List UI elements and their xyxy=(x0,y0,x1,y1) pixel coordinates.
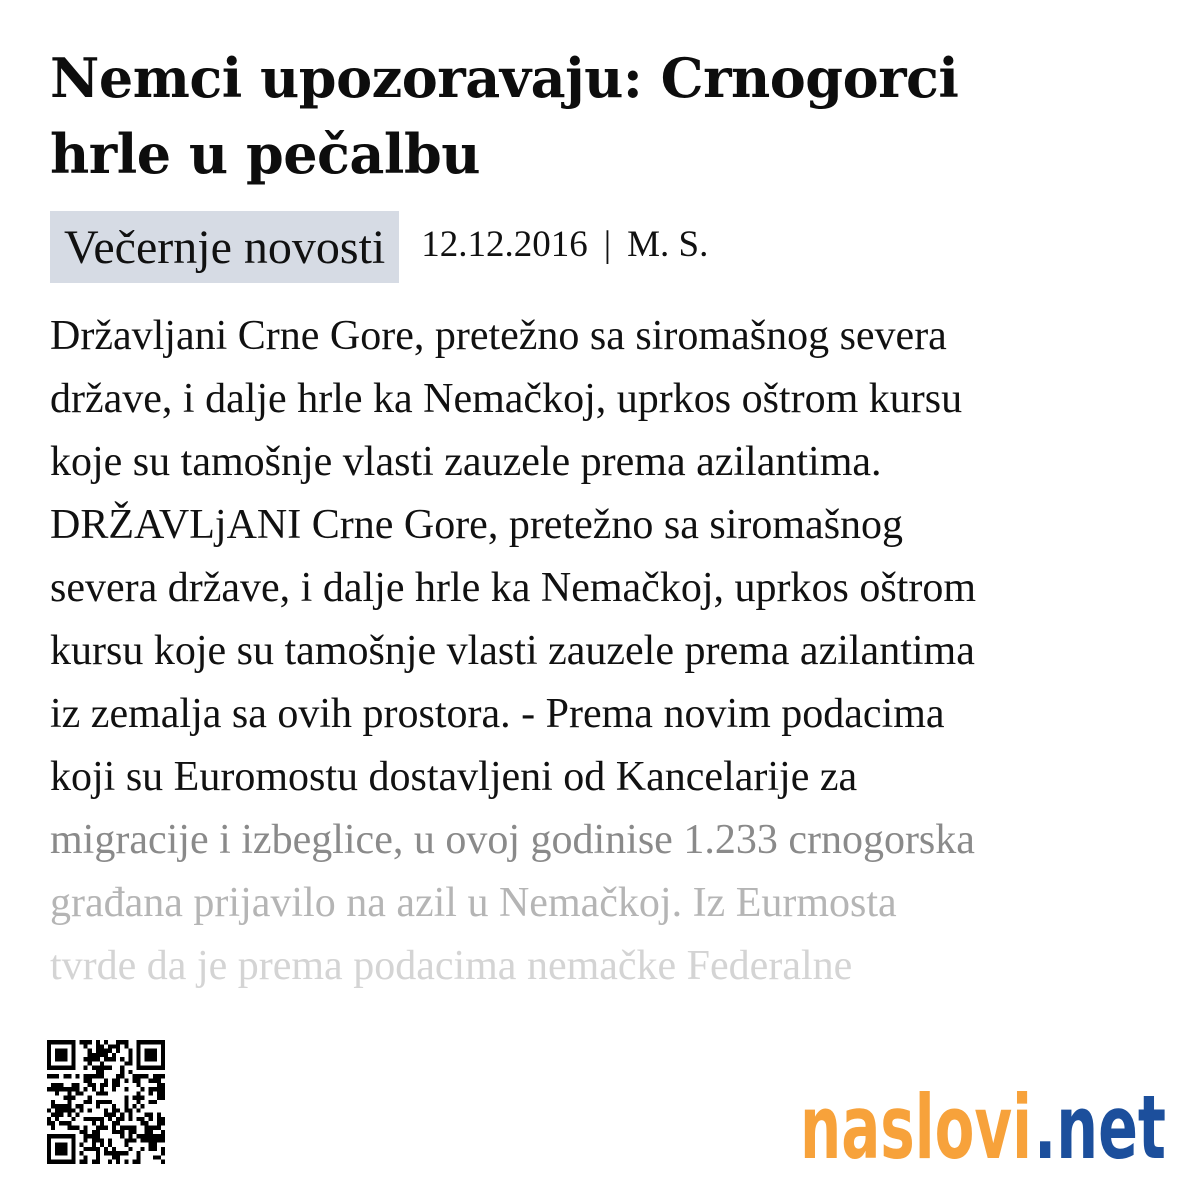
naslovi-logo[interactable] xyxy=(800,1058,1168,1168)
body-line: države, i dalje hrle ka Nemačkoj, uprkos oštrom kursu xyxy=(50,376,963,422)
body-line: koje su tamošnje vlasti zauzele prema azilantima. xyxy=(50,439,882,485)
publish-date: 12.12.2016 xyxy=(421,224,588,265)
meta-separator: | xyxy=(603,224,612,265)
qr-code-icon[interactable] xyxy=(47,1040,165,1164)
source-badge[interactable]: Večernje novosti xyxy=(50,211,399,283)
meta-info xyxy=(421,223,708,266)
logo-text-net: .net xyxy=(1034,1076,1166,1168)
body-line-faded: tvrde da je prema podacima nemačke Federalne xyxy=(50,943,853,989)
body-line: koji su Euromostu dostavljeni od Kancelarije za xyxy=(50,754,858,800)
body-line: severa države, i dalje hrle ka Nemačkoj, uprkos oštrom xyxy=(50,565,976,611)
body-line-faded: migracije i izbeglice, u ovoj godinise 1.233 crnogorska xyxy=(50,817,975,863)
article-body xyxy=(50,305,1160,995)
headline xyxy=(50,40,1160,192)
logo-text-naslovi: naslovi xyxy=(800,1076,1032,1168)
body-line: kursu koje su tamošnje vlasti zauzele prema azilantima xyxy=(50,628,975,674)
body-line: iz zemalja sa ovih prostora. - Prema novim podacima xyxy=(50,691,945,737)
article-meta xyxy=(50,211,708,283)
body-line-faded: građana prijavilo na azil u Nemačkoj. Iz Eurmosta xyxy=(50,880,897,926)
article-header xyxy=(50,40,1160,192)
body-line: Državljani Crne Gore, pretežno sa siromašnog severa xyxy=(50,313,947,359)
author: M. S. xyxy=(627,224,709,265)
headline-line-2: hrle u pečalbu xyxy=(50,122,480,186)
body-line: DRŽAVLjANI Crne Gore, pretežno sa siromašnog xyxy=(50,502,904,548)
headline-line-1: Nemci upozoravaju: Crnogorci xyxy=(50,46,959,110)
